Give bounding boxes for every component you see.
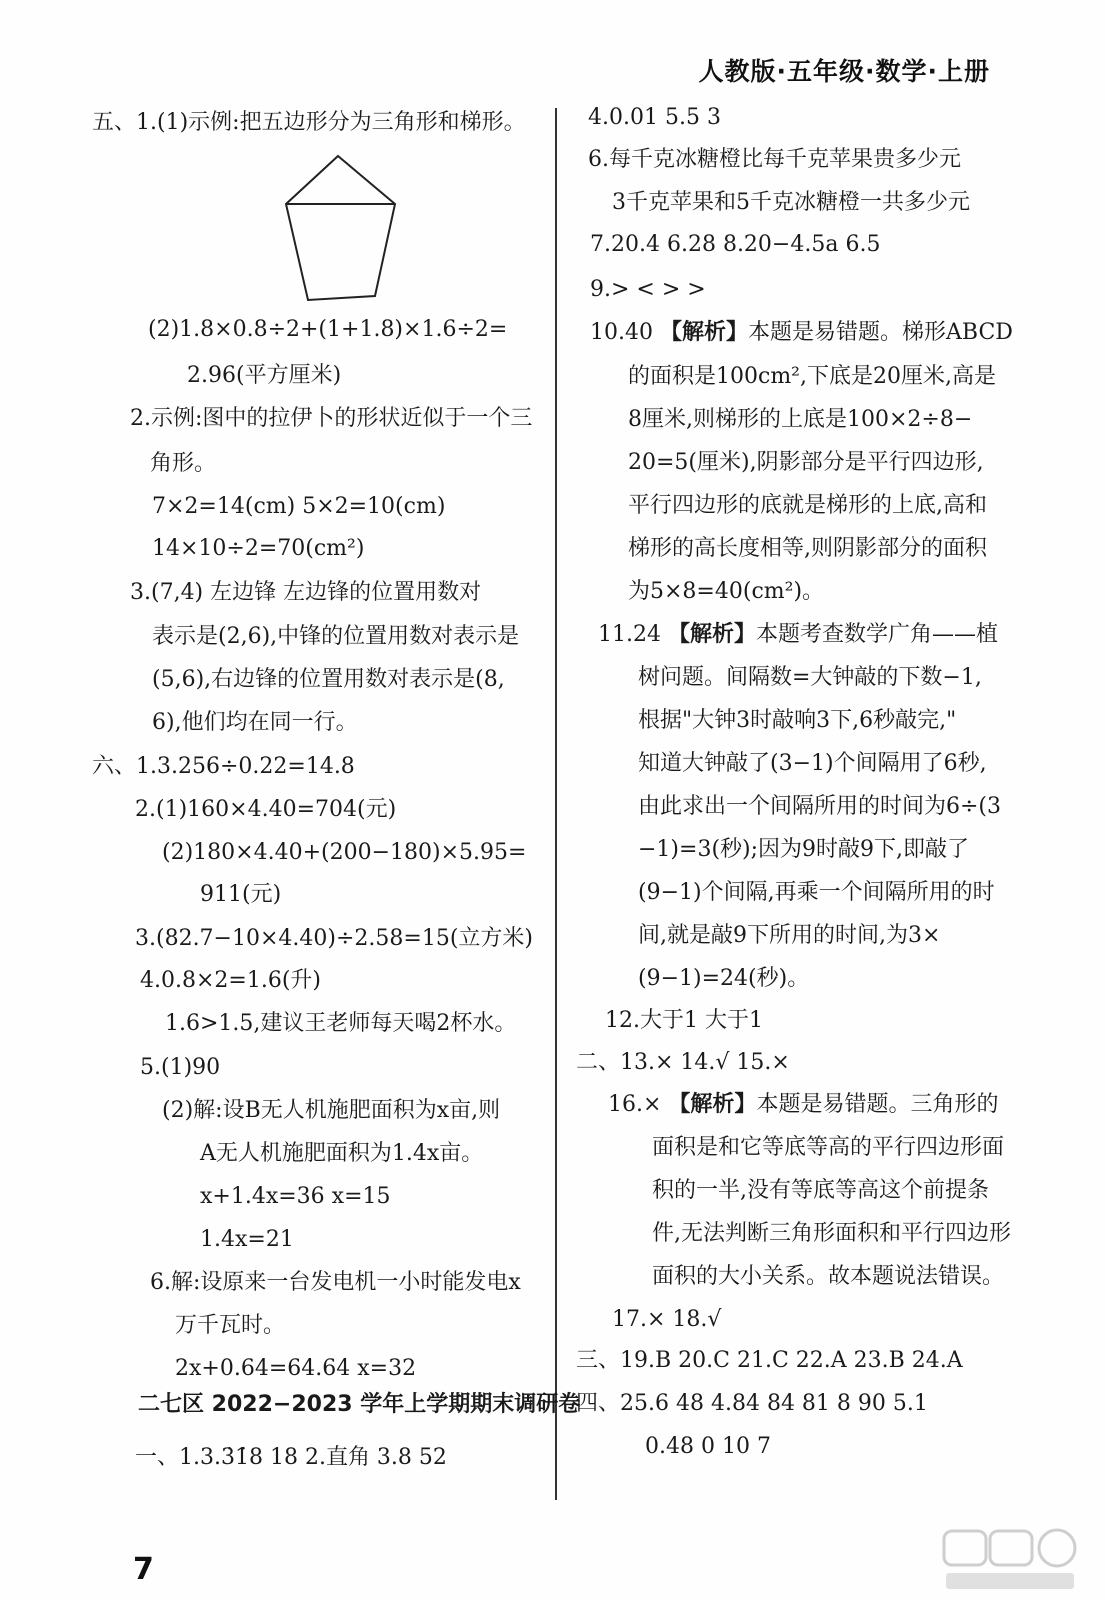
answer-r-10-text: 本题是易错题。梯形ABCD xyxy=(748,320,1013,345)
answer-r-11 xyxy=(598,620,998,650)
answer-6-5-1: 5.(1)90 xyxy=(140,1055,221,1080)
answer-5-2-calc2: 14×10÷2=70(cm²) xyxy=(152,536,365,561)
answer-r-12: 12.大于1 大于1 xyxy=(605,1008,763,1033)
answer-r-17-18: 17.× 18.√ xyxy=(612,1307,722,1332)
answer-5-1-1: 五、1.(1)示例:把五边形分为三角形和梯形。 xyxy=(92,110,526,135)
analysis-tag: 【解析】 xyxy=(668,1092,757,1117)
answer-r-11-l3: 根据"大钟3时敲响3下,6秒敲完," xyxy=(638,708,957,733)
answer-r-11-l6: −1)=3(秒);因为9时敲9下,即敲了 xyxy=(638,837,970,862)
answer-r-10-l6: 梯形的高长度相等,则阴影部分的面积 xyxy=(628,536,987,561)
section-title: 二七区 2022−2023 学年上学期期末调研卷 xyxy=(138,1392,581,1417)
column-divider xyxy=(555,108,557,1500)
answer-5-3: 3.(7,4) 左边锋 左边锋的位置用数对 xyxy=(130,580,482,605)
answer-r-11-l7: (9−1)个间隔,再乘一个间隔所用的时 xyxy=(638,880,995,905)
answer-6-1: 六、1.3.256÷0.22=14.8 xyxy=(92,754,355,779)
answer-r-10-l5: 平行四边形的底就是梯形的上底,高和 xyxy=(628,493,987,518)
answer-r-4: 4.0.01 5.5 3 xyxy=(588,105,721,130)
answer-r-11-l5: 由此求出一个间隔所用的时间为6÷(3 xyxy=(638,794,1002,819)
answer-r-7: 7.20.4 6.28 8.20−4.5a 6.5 xyxy=(590,232,881,257)
answer-6-4: 4.0.8×2=1.6(升) xyxy=(140,968,321,993)
answer-r-13-15: 二、13.× 14.√ 15.× xyxy=(576,1050,790,1075)
answer-6-6: 6.解:设原来一台发电机一小时能发电x xyxy=(150,1270,521,1295)
answer-6-4-cont: 1.6>1.5,建议王老师每天喝2杯水。 xyxy=(165,1011,517,1036)
answer-r-16-l5: 面积的大小关系。故本题说法错误。 xyxy=(652,1264,1005,1289)
answer-6-3: 3.(82.7−10×4.40)÷2.58=15(立方米) xyxy=(135,926,533,951)
answer-r-6: 6.每千克冰糖橙比每千克苹果贵多少元 xyxy=(588,147,961,172)
answer-r-10-l2: 的面积是100cm²,下底是20厘米,高是 xyxy=(628,364,996,389)
answer-r-9: 9.> < > > xyxy=(590,277,706,302)
answer-r-10-l7: 为5×8=40(cm²)。 xyxy=(628,579,825,604)
answer-5-2: 2.示例:图中的拉伊卜的形状近似于一个三 xyxy=(130,406,533,431)
answer-r-10 xyxy=(590,318,1013,348)
answer-r-11-l2: 树问题。间隔数=大钟敲的下数−1, xyxy=(638,665,982,690)
answer-r-25-cont: 0.48 0 10 7 xyxy=(645,1434,771,1459)
answer-6-2-1: 2.(1)160×4.40=704(元) xyxy=(135,797,397,822)
answer-5-2-cont: 角形。 xyxy=(150,451,217,476)
answer-6-6-eq: 2x+0.64=64.64 x=32 xyxy=(175,1356,417,1381)
answer-r-10-l3: 8厘米,则梯形的上底是100×2÷8− xyxy=(628,407,973,432)
answer-5-3-cont2: (5,6),右边锋的位置用数对表示是(8, xyxy=(152,667,505,692)
page-number: 7 xyxy=(133,1552,154,1587)
answer-r-19-24: 三、19.B 20.C 21.C 22.A 23.B 24.A xyxy=(576,1348,963,1373)
analysis-tag: 【解析】 xyxy=(659,320,748,345)
answer-r-16 xyxy=(608,1090,998,1120)
answer-r-16-l3: 积的一半,没有等底等高这个前提条 xyxy=(652,1178,989,1203)
page-header: 人教版·五年级·数学·上册 xyxy=(698,57,990,86)
answer-r-11-num: 11.24 xyxy=(598,622,668,647)
watermark-logo xyxy=(940,1525,1080,1595)
answer-5-2-calc1: 7×2=14(cm) 5×2=10(cm) xyxy=(152,494,446,519)
answer-r-11-l4: 知道大钟敲了(3−1)个间隔用了6秒, xyxy=(638,751,987,776)
answer-6-6-cont: 万千瓦时。 xyxy=(175,1313,286,1338)
answer-5-3-cont1: 表示是(2,6),中锋的位置用数对表示是 xyxy=(152,624,520,649)
answer-6-2-2-result: 911(元) xyxy=(200,882,282,907)
answer-r-10-l4: 20=5(厘米),阴影部分是平行四边形, xyxy=(628,450,984,475)
analysis-tag: 【解析】 xyxy=(667,622,756,647)
answer-6-2-2: (2)180×4.40+(200−180)×5.95= xyxy=(162,840,527,865)
answer-5-3-cont3: 6),他们均在同一行。 xyxy=(152,710,358,735)
answer-r-16-l4: 件,无法判断三角形面积和平行四边形 xyxy=(652,1221,1011,1246)
pentagon-figure xyxy=(270,148,410,308)
answer-6-5-2-eq1: x+1.4x=36 x=15 xyxy=(200,1184,391,1209)
answer-r-11-l9: (9−1)=24(秒)。 xyxy=(638,966,810,991)
answer-5-1-2-result: 2.96(平方厘米) xyxy=(187,363,342,388)
answer-6-5-2: (2)解:设B无人机施肥面积为x亩,则 xyxy=(162,1098,501,1123)
answer-1-1: 一、1.3.3̇1̇8 18 2.直角 3.8 52 xyxy=(135,1445,447,1470)
answer-r-25: 四、25.6 48 4.84 84 81 8 90 5.1 xyxy=(576,1391,928,1416)
answer-r-16-text: 本题是易错题。三角形的 xyxy=(756,1092,999,1117)
answer-r-6-cont: 3千克苹果和5千克冰糖橙一共多少元 xyxy=(612,190,970,215)
answer-5-1-2: (2)1.8×0.8÷2+(1+1.8)×1.6÷2= xyxy=(148,317,508,342)
answer-6-5-2-eq2: 1.4x=21 xyxy=(200,1227,294,1252)
answer-r-11-l8: 间,就是敲9下所用的时间,为3× xyxy=(638,923,941,948)
answer-r-11-text: 本题考查数学广角——植 xyxy=(756,622,999,647)
answer-r-16-l2: 面积是和它等底等高的平行四边形面 xyxy=(652,1135,1005,1160)
answer-r-16-num: 16.× xyxy=(608,1092,669,1117)
answer-6-5-2-cont: A无人机施肥面积为1.4x亩。 xyxy=(200,1141,484,1166)
answer-r-10-num: 10.40 xyxy=(590,320,660,345)
